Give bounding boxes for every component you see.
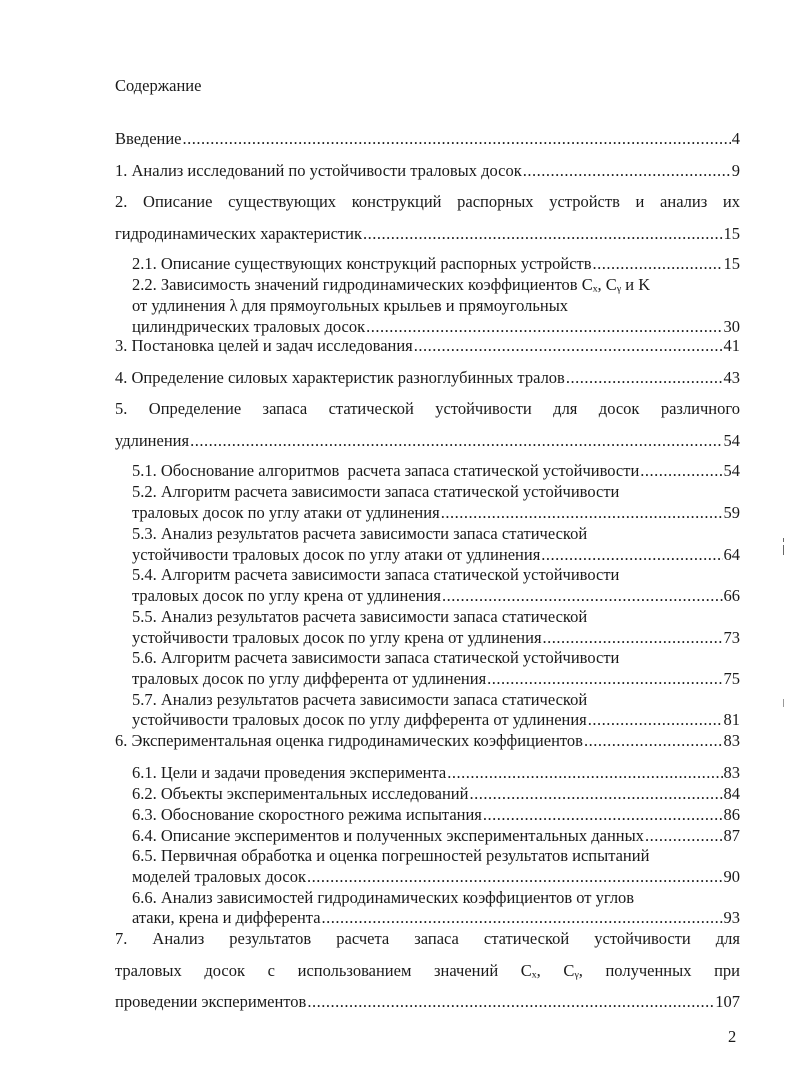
toc-entry-section-5-6-line1[interactable]: 5.6. Алгоритм расчета зависимости запаса статической устойчивости [132,648,620,667]
leader-dots [541,545,722,565]
toc-entry-text: 4. Определение силовых характеристик разноглубинных тралов [115,368,565,387]
leader-dots [322,908,723,928]
toc-entry-chapter-1[interactable] [115,161,740,181]
toc-title: Содержание [115,76,202,95]
leader-dots [523,161,731,181]
toc-page-number: 64 [723,545,740,564]
leader-dots [414,336,723,356]
toc-entry-section-6-6[interactable] [132,908,740,928]
leader-dots [441,503,723,523]
toc-entry-chapter-7-line2[interactable]: траловых досок с использованием значений Cₓ, Cᵧ, полученных при [115,961,740,980]
toc-entry-section-2-2-line1[interactable]: 2.2. Зависимость значений гидродинамических коэффициентов Cₓ, Cᵧ и K [132,275,651,294]
toc-page-number: 93 [723,908,740,927]
toc-entry-chapter-5[interactable] [115,431,740,451]
toc-entry-section-6-2[interactable] [132,784,740,804]
toc-entry-section-5-2-line1[interactable]: 5.2. Алгоритм расчета зависимости запаса статической устойчивости [132,482,620,501]
toc-page-number: 15 [723,254,740,273]
toc-entry-text: 6.1. Цели и задачи проведения эксперимента [132,763,447,782]
leader-dots [640,461,722,481]
toc-entry-section-6-1[interactable] [132,763,740,783]
toc-entry-text: устойчивости траловых досок по углу атаки от удлинения [132,545,541,564]
toc-entry-chapter-2-line1[interactable]: 2. Описание существующих конструкций распорных устройств и анализ их [115,192,740,211]
toc-entry-section-5-3-line1[interactable]: 5.3. Анализ результатов расчета зависимости запаса статической [132,524,588,543]
toc-entry-text: 6.4. Описание экспериментов и полученных экспериментальных данных [132,826,644,845]
leader-dots [645,826,723,846]
toc-page-number: 83 [723,731,740,750]
toc-entry-text: 6.3. Обоснование скоростного режима испытания [132,805,482,824]
toc-entry-text: устойчивости траловых досок по углу дифферента от удлинения [132,710,587,729]
leader-dots [588,710,723,730]
toc-page-number: 81 [723,710,740,729]
toc-entry-text: траловых досок по углу крена от удлинения [132,586,441,605]
toc-entry-section-6-5-line1[interactable]: 6.5. Первичная обработка и оценка погрешностей результатов испытаний [132,846,650,865]
toc-entry-section-6-6-line1[interactable]: 6.6. Анализ зависимостей гидродинамических коэффициентов от углов [132,888,635,907]
toc-page-number: 73 [723,628,740,647]
toc-page-number: 43 [723,368,740,387]
toc-page-number: 87 [723,826,740,845]
toc-page-number: 75 [723,669,740,688]
leader-dots [566,368,723,388]
toc-page-number: 66 [723,586,740,605]
toc-entry-text: моделей траловых досок [132,867,306,886]
toc-page-number: 41 [723,336,740,355]
toc-page-number: 83 [723,763,740,782]
toc-entry-text: 6. Экспериментальная оценка гидродинамических коэффициентов [115,731,583,750]
toc-entry-text: удлинения [115,431,190,450]
toc-entry-section-5-7[interactable] [132,710,740,730]
toc-entry-chapter-5-line1[interactable]: 5. Определение запаса статической устойчивости для досок различного [115,399,740,418]
toc-entry-section-6-3[interactable] [132,805,740,825]
leader-dots [442,586,723,606]
toc-entry-text: траловых досок по углу атаки от удлинения [132,503,440,522]
toc-page-number: 84 [723,784,740,803]
toc-entry-section-5-2[interactable] [132,503,740,523]
toc-entry-text: проведении экспериментов [115,992,307,1011]
toc-page-number: 59 [723,503,740,522]
leader-dots [593,254,723,274]
toc-entry-section-5-5-line1[interactable]: 5.5. Анализ результатов расчета зависимости запаса статической [132,607,588,626]
leader-dots [584,731,723,751]
scan-artifact [783,538,784,542]
toc-entry-chapter-4[interactable] [115,368,740,388]
toc-entry-section-6-4[interactable] [132,826,740,846]
leader-dots [543,628,723,648]
toc-entry-section-2-1[interactable] [132,254,740,274]
toc-entry-section-2-2-line2[interactable]: от удлинения λ для прямоугольных крыльев и прямоугольных [132,296,569,315]
toc-entry-chapter-2[interactable] [115,224,740,244]
toc-entry-text: 2.1. Описание существующих конструкций распорных устройств [132,254,592,273]
leader-dots [483,805,723,825]
scan-artifact [783,699,784,707]
leader-dots [307,992,714,1012]
leader-dots [487,669,722,689]
toc-entry-text: 3. Постановка целей и задач исследования [115,336,413,355]
toc-entry-section-5-3[interactable] [132,545,740,565]
toc-entry-text: гидродинамических характеристик [115,224,362,243]
toc-page-number: 9 [731,161,740,180]
toc-entry-chapter-3[interactable] [115,336,740,356]
toc-page-number: 86 [723,805,740,824]
toc-entry-text: устойчивости траловых досок по углу крена от удлинения [132,628,542,647]
leader-dots [366,317,722,337]
toc-page-number: 4 [731,129,740,148]
toc-entry-text: цилиндрических траловых досок [132,317,366,336]
toc-entry-chapter-6[interactable] [115,731,740,751]
toc-entry-section-5-5[interactable] [132,628,740,648]
leader-dots [190,431,722,451]
toc-entry-text: 6.2. Объекты экспериментальных исследований [132,784,469,803]
toc-entry-section-6-5[interactable] [132,867,740,887]
toc-entry-section-5-4-line1[interactable]: 5.4. Алгоритм расчета зависимости запаса статической устойчивости [132,565,620,584]
toc-entry-section-5-4[interactable] [132,586,740,606]
toc-entry-text: траловых досок по углу дифферента от удлинения [132,669,487,688]
toc-entry-text: 1. Анализ исследований по устойчивости траловых досок [115,161,522,180]
leader-dots [363,224,723,244]
toc-entry-section-5-6[interactable] [132,669,740,689]
toc-page-number: 90 [723,867,740,886]
toc-entry-text: 5.1. Обоснование алгоритмов расчета запаса статической устойчивости [132,461,640,480]
leader-dots [447,763,722,783]
page-number: 2 [728,1027,737,1046]
toc-entry-section-2-2[interactable] [132,317,740,337]
leader-dots [469,784,722,804]
toc-entry-intro[interactable] [115,129,740,149]
toc-entry-text: Введение [115,129,182,148]
toc-entry-chapter-7[interactable] [115,992,740,1012]
toc-entry-section-5-1[interactable] [132,461,740,481]
toc-page-number: 15 [723,224,740,243]
toc-page-number: 30 [723,317,740,336]
leader-dots [183,129,731,149]
toc-entry-section-5-7-line1[interactable]: 5.7. Анализ результатов расчета зависимости запаса статической [132,690,588,709]
toc-entry-chapter-7-line1[interactable]: 7. Анализ результатов расчета запаса статической устойчивости для [115,929,740,948]
toc-page-number: 54 [723,431,740,450]
leader-dots [307,867,723,887]
scan-artifact [783,545,784,555]
toc-page-number: 54 [723,461,740,480]
toc-page-number: 107 [715,992,740,1011]
toc-entry-text: атаки, крена и дифферента [132,908,321,927]
